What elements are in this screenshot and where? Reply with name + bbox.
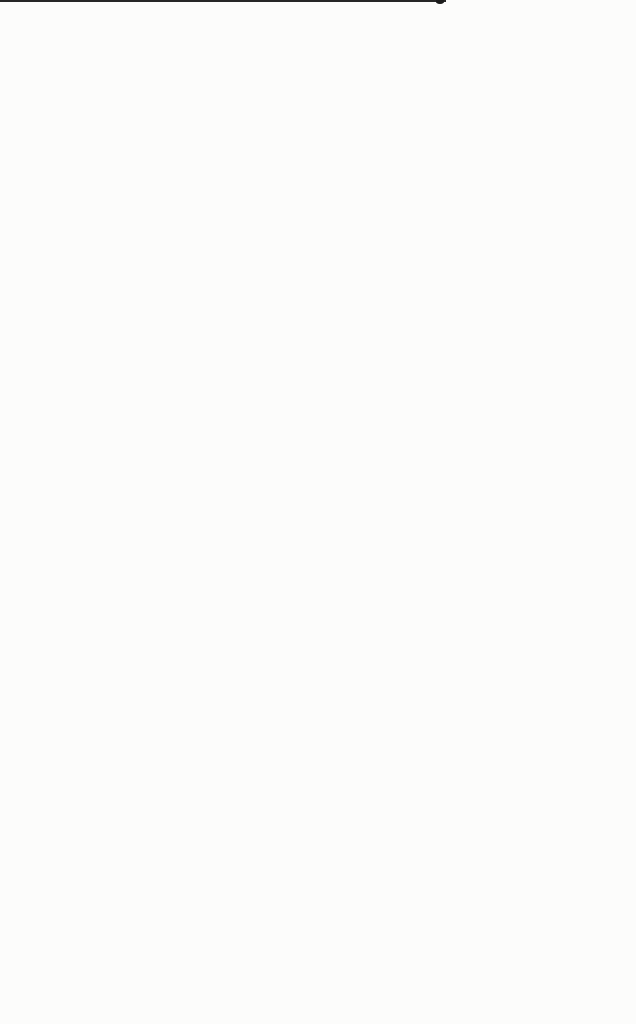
scan-edge-line (0, 0, 446, 2)
scan-edge-blob (436, 0, 444, 4)
text-column (118, 26, 592, 40)
ink-smudge-top-left-icon (0, 0, 95, 225)
ink-smudge-bottom-left-icon (0, 948, 60, 1024)
